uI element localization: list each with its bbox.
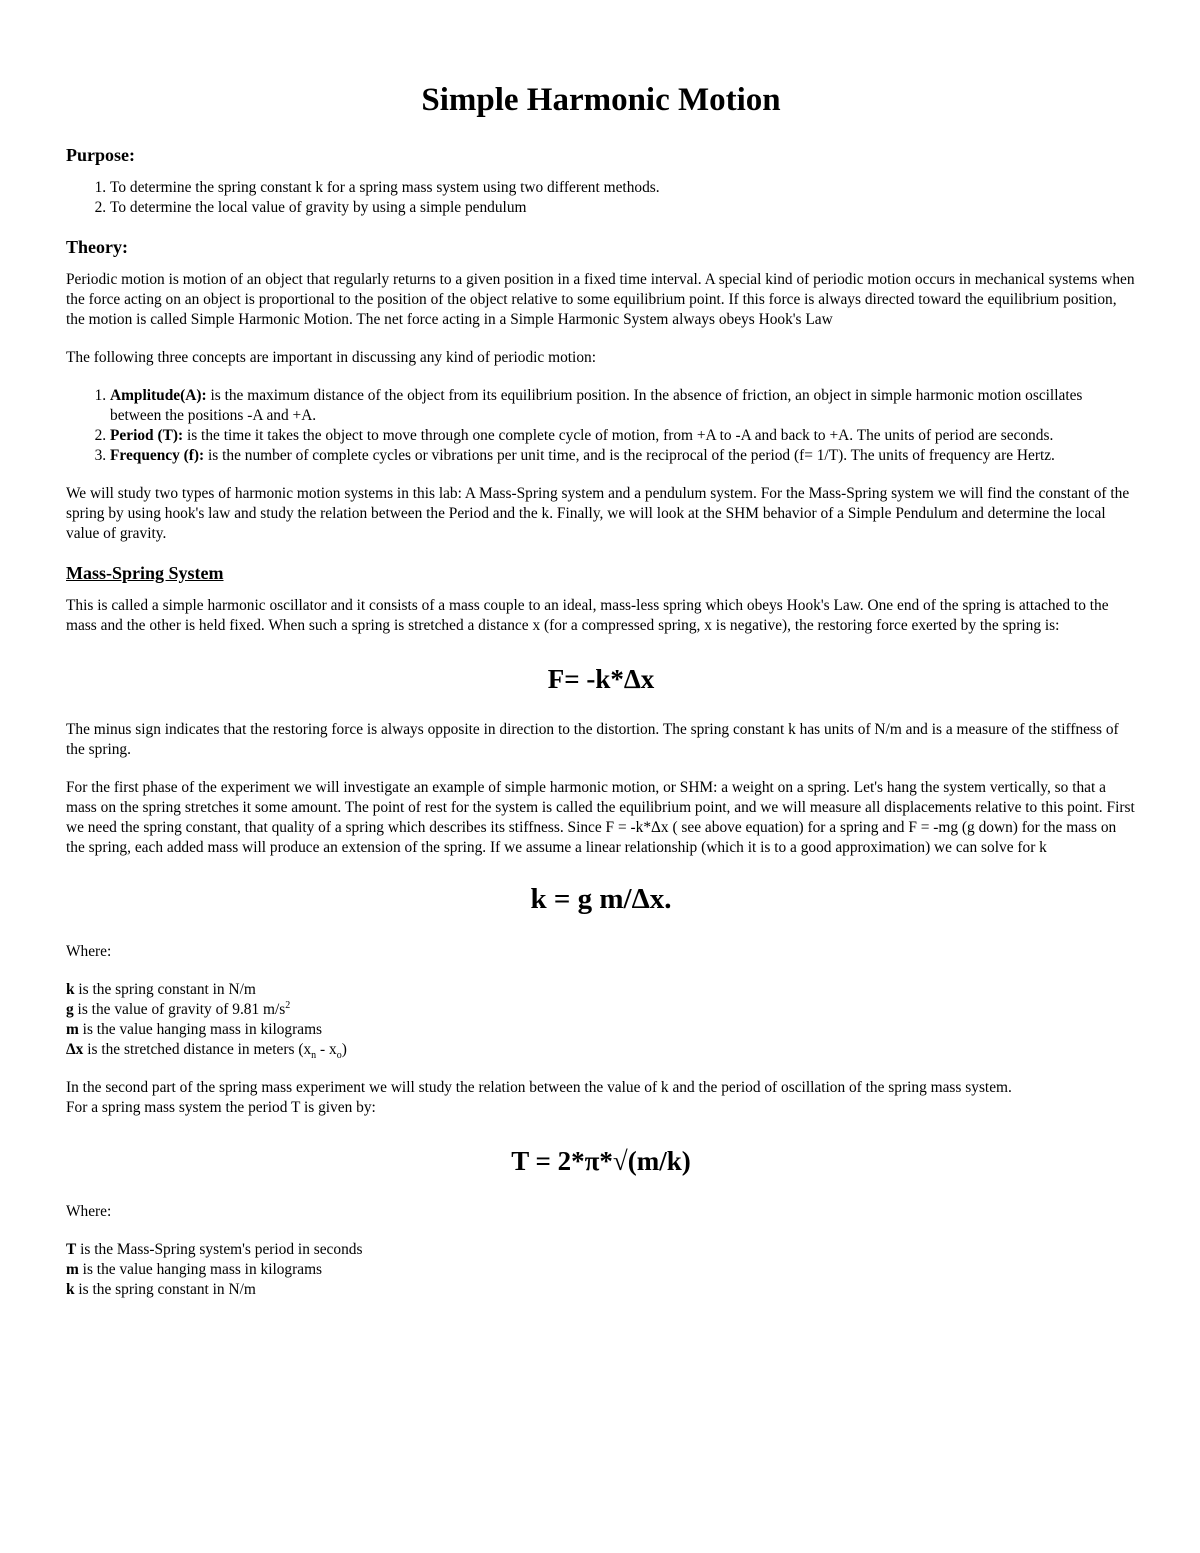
concept-text: is the time it takes the object to move through one complete cycle of motion, from +A to -A and back to +A. The units of period are seconds. xyxy=(183,427,1054,444)
part2b-paragraph: For a spring mass system the period T is given by: xyxy=(66,1099,376,1116)
purpose-item: 1. To determine the spring constant k for a spring mass system using two different methods. xyxy=(110,178,1136,198)
concept-amplitude xyxy=(110,386,1136,426)
theory-overview: We will study two types of harmonic motion systems in this lab: A Mass-Spring system and a pendulum system. For the Mass-Spring system we will find the constant of the spring by using hook's law and study the relation between the Period and the k. Finally, we will look at the SHM behavior of a Simple Pendulum and determine the local value of gravity. xyxy=(66,485,1130,542)
def-g: g is the value of gravity of 9.81 $m/s^2$ xyxy=(66,999,291,1018)
phase1-paragraph: For the first phase of the experiment we will investigate an example of simple harmonic motion, or SHM: a weight on a spring. Let's hang the system vertically, so that a mass on the spring stretches it some amount. The point of rest for the system is called the equilibrium point, and we will measure all displacements relative to this point. First we need the spring constant, that quality of a spring which describes its stiffness. Since F = -k*Δx ( see above equation) for a spring and F = -mg (g down) for the mass on the spring, each added mass will produce an extension of the spring. If we assume a linear relationship (which it is to a good approximation) we can solve for k xyxy=(66,779,1135,856)
purpose-item: 2. To determine the local value of gravity by using a simple pendulum xyxy=(110,198,1136,218)
purpose-heading: Purpose: xyxy=(66,145,135,165)
concepts-intro: The following three concepts are important in discussing any kind of periodic motion: xyxy=(66,349,596,366)
minus-sign-paragraph: The minus sign indicates that the restoring force is always opposite in direction to the distortion. The spring constant k has units of N/m and is a measure of the stiffness of the spring. xyxy=(66,721,1119,758)
concept-frequency xyxy=(110,446,1136,466)
concept-term: Amplitude(A): xyxy=(110,387,207,404)
document-page xyxy=(66,78,1136,1318)
where-label: Where: xyxy=(66,943,112,960)
where-label: Where: xyxy=(66,1203,112,1220)
def-T: T is the Mass-Spring system's period in seconds xyxy=(66,1241,363,1258)
def-m: m is the value hanging mass in kilograms xyxy=(66,1261,323,1278)
concept-period xyxy=(110,426,1136,446)
definitions-2 xyxy=(66,1240,1136,1300)
concepts-list xyxy=(66,386,1136,466)
equation-hooke: F= -k*Δx xyxy=(547,664,655,694)
concept-term: Period (T): xyxy=(110,427,184,444)
theory-heading: Theory: xyxy=(66,237,128,257)
mass-spring-intro: This is called a simple harmonic oscillator and it consists of a mass couple to an ideal, mass-less spring which obeys Hook's Law. One end of the spring is attached to the mass and the other is held fixed. When such a spring is stretched a distance x (for a compressed spring, x is negative), the restoring force exerted by the spring is: xyxy=(66,597,1109,634)
def-k: k is the spring constant in N/m xyxy=(66,1281,256,1298)
theory-intro: Periodic motion is motion of an object that regularly returns to a given position in a fixed time interval. A special kind of periodic motion occurs in mechanical systems when the force acting on an object is proportional to the position of the object relative to some equilibrium point. If this force is always directed toward the equilibrium position, the motion is called Simple Harmonic Motion. The net force acting in a Simple Harmonic System always obeys Hook's Law xyxy=(66,271,1135,328)
equation-spring-constant: k = g m/Δx. xyxy=(530,883,672,915)
def-k: k is the spring constant in N/m xyxy=(66,981,256,998)
def-dx: Δx is the stretched distance in meters $(x_n - x_o)$ xyxy=(66,1041,347,1062)
concept-term: Frequency (f): xyxy=(110,447,205,464)
equation-period: T = 2*π*√(m/k) xyxy=(511,1146,691,1176)
concept-text: is the maximum distance of the object from its equilibrium position. In the absence of friction, an object in simple harmonic motion oscillates between the positions -A and +A. xyxy=(110,387,1083,424)
part2-paragraph: In the second part of the spring mass experiment we will study the relation between the value of k and the period of oscillation of the spring mass system. xyxy=(66,1079,1012,1096)
def-m: m is the value hanging mass in kilograms xyxy=(66,1021,323,1038)
definitions-1 xyxy=(66,980,1136,1060)
concept-text: is the number of complete cycles or vibrations per unit time, and is the reciprocal of the period (f= 1/T). The units of frequency are Hertz. xyxy=(204,447,1055,464)
page-title: Simple Harmonic Motion xyxy=(421,82,781,118)
purpose-list xyxy=(66,178,1136,218)
mass-spring-heading: Mass-Spring System xyxy=(66,563,224,583)
